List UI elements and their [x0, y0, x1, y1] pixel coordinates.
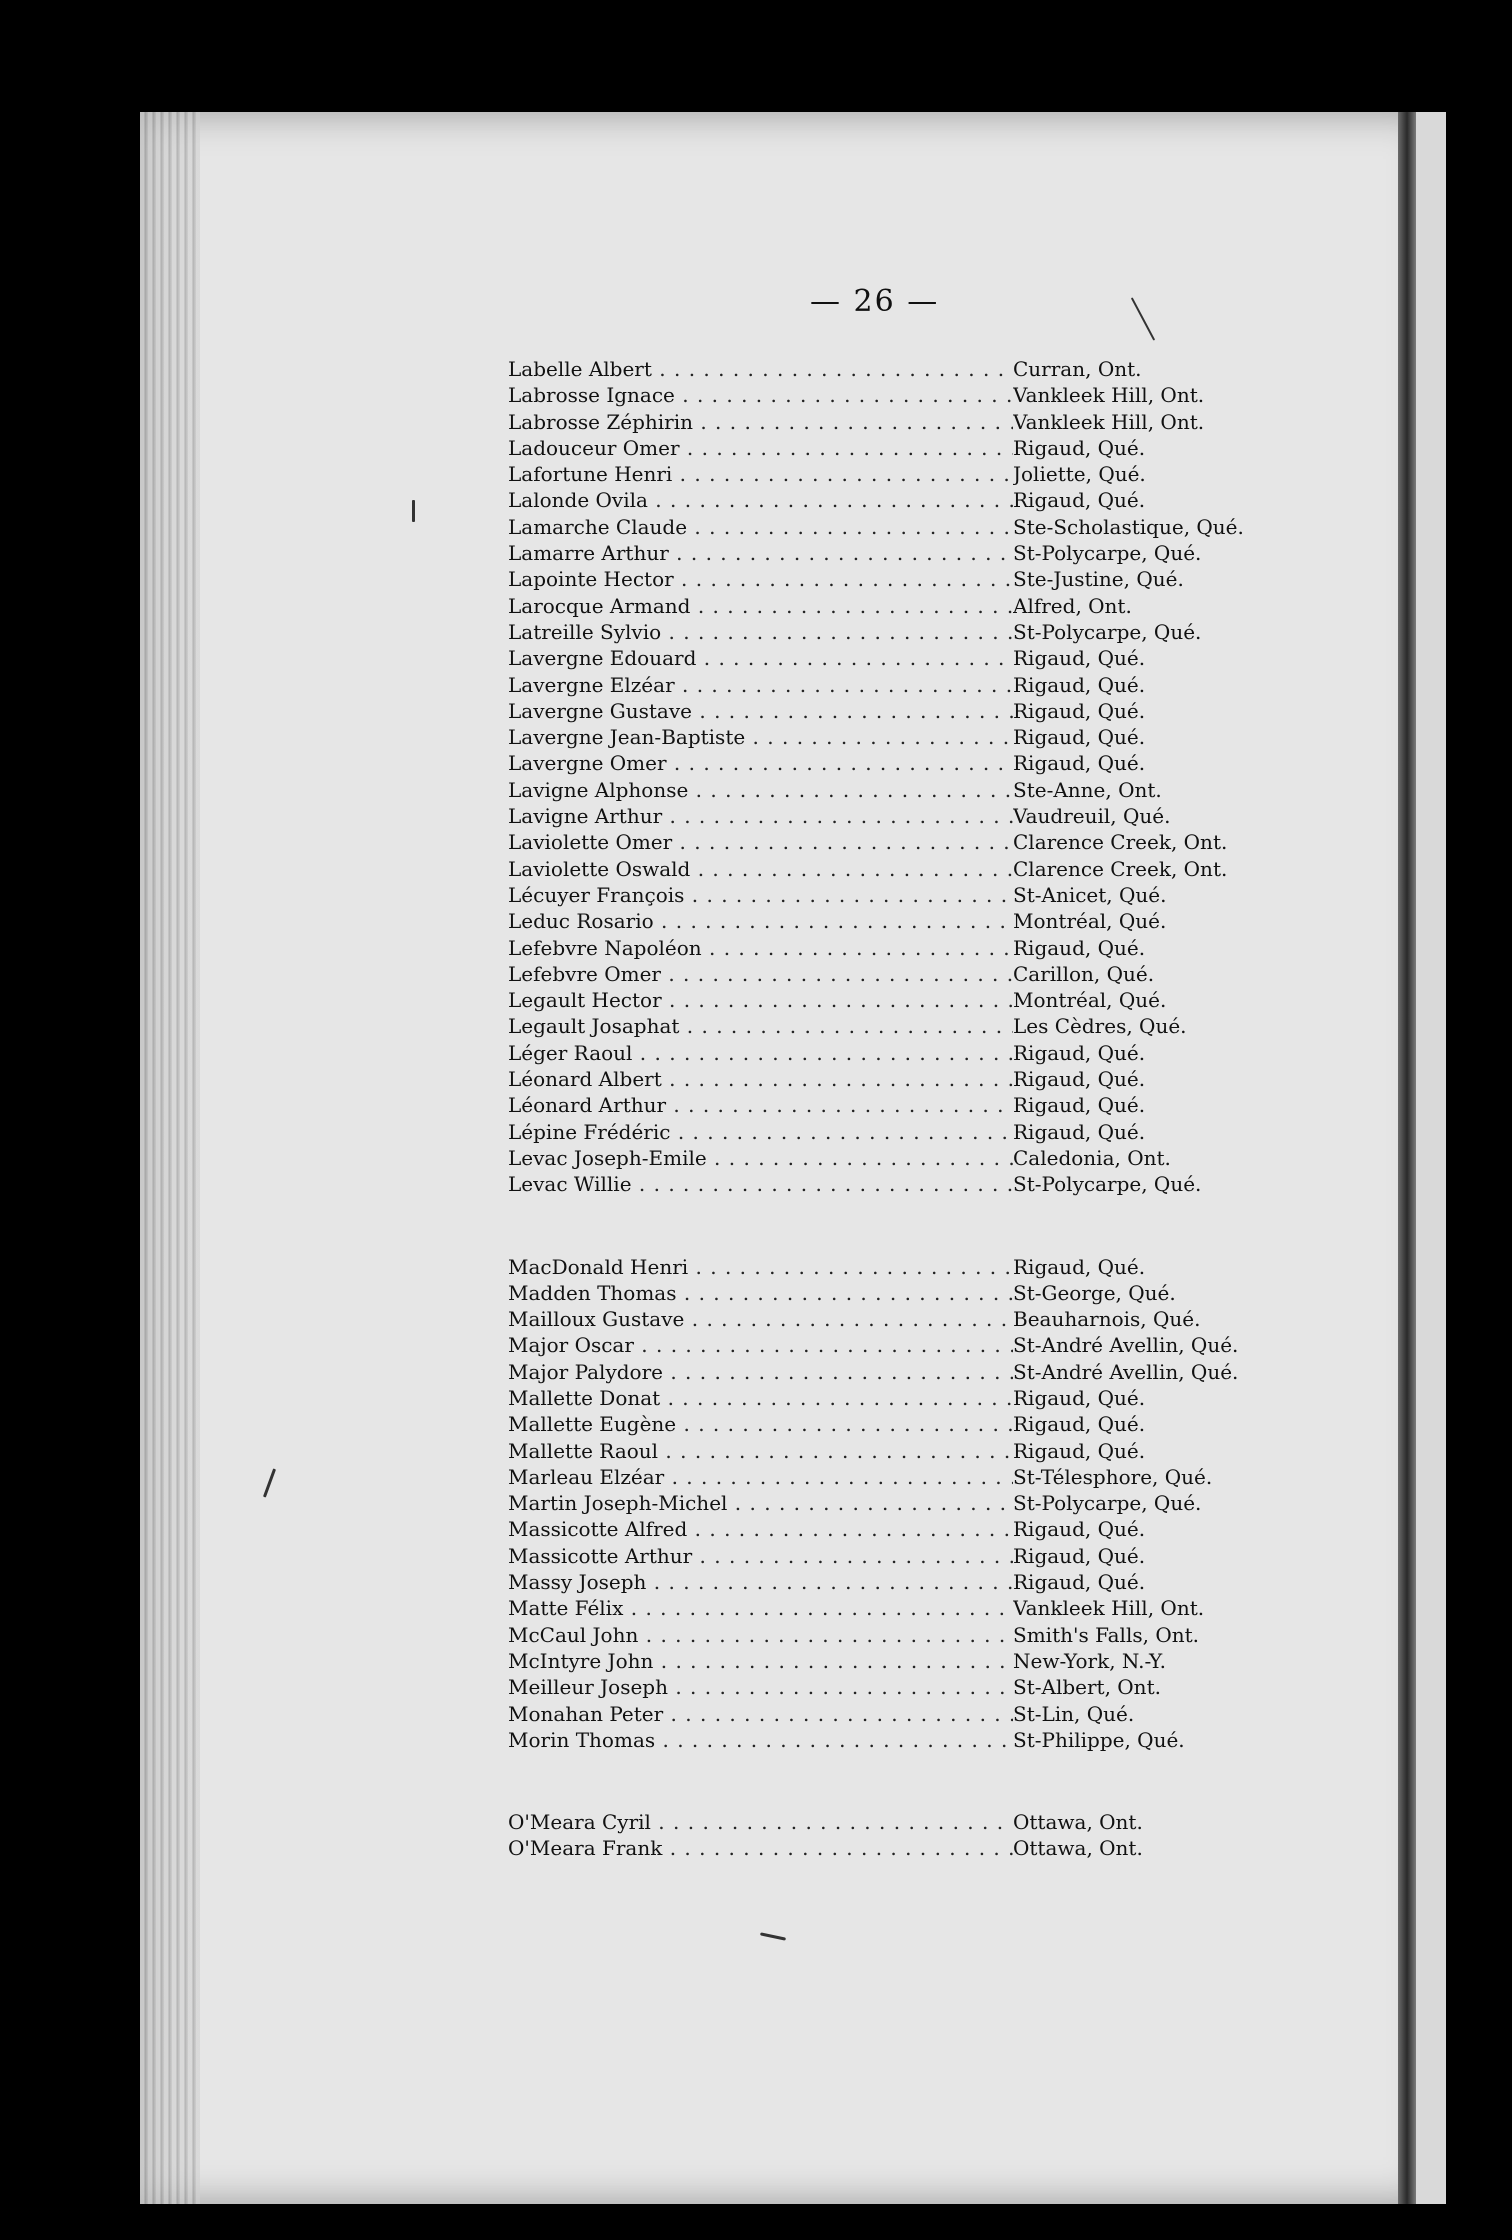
person-place: Clarence Creek, Ont.: [1013, 856, 1228, 881]
list-item: [508, 1119, 1258, 1145]
person-name: Lavergne Elzéar . . .: [508, 672, 1013, 698]
person-name: Lapointe Hector . . .: [508, 566, 1013, 592]
person-place: St-André Avellin, Qué.: [1013, 1333, 1239, 1358]
person-place: Rigaud, Qué.: [1013, 435, 1146, 460]
ink-mark: [412, 500, 415, 522]
person-name: Legault Hector . . .: [508, 987, 1013, 1013]
list-item: [508, 1464, 1258, 1490]
person-place: Rigaud, Qué.: [1013, 1385, 1146, 1410]
person-name: Massicotte Alfred . . .: [508, 1516, 1013, 1542]
person-place: Vankleek Hill, Ont.: [1013, 409, 1205, 434]
person-name: Latreille Sylvio . . .: [508, 619, 1013, 645]
list-item: [508, 461, 1258, 487]
list-item: [508, 1280, 1258, 1306]
list-item: [508, 382, 1258, 408]
list-item: [508, 987, 1258, 1013]
list-item: [508, 935, 1258, 961]
list-item: [508, 777, 1258, 803]
person-place: Carillon, Qué.: [1013, 961, 1155, 986]
person-name: Lécuyer François . . .: [508, 882, 1013, 908]
list-item: [508, 1306, 1258, 1332]
person-name: Lavergne Omer . . .: [508, 750, 1013, 776]
person-name: McCaul John . . .: [508, 1622, 1013, 1648]
list-item: [508, 1438, 1258, 1464]
person-name: Léonard Arthur . . .: [508, 1092, 1013, 1118]
person-place: Rigaud, Qué.: [1013, 672, 1146, 697]
person-name: Monahan Peter . . .: [508, 1701, 1013, 1727]
person-place: Rigaud, Qué.: [1013, 1543, 1146, 1568]
person-name: Léger Raoul . . .: [508, 1040, 1013, 1066]
listing-section: [508, 1809, 1258, 1862]
list-item: [508, 1254, 1258, 1280]
person-place: St-Polycarpe, Qué.: [1013, 619, 1202, 644]
person-place: St-Polycarpe, Qué.: [1013, 1172, 1202, 1197]
person-place: Montréal, Qué.: [1013, 988, 1167, 1013]
person-place: St-Anicet, Qué.: [1013, 882, 1167, 907]
person-place: Vaudreuil, Qué.: [1013, 804, 1171, 829]
person-place: Ste-Justine, Qué.: [1013, 567, 1184, 592]
list-item: [508, 1490, 1258, 1516]
list-item: [508, 1385, 1258, 1411]
person-name: Lavigne Arthur . . .: [508, 803, 1013, 829]
book-binding: [1398, 112, 1416, 2204]
list-item: [508, 1701, 1258, 1727]
person-name: Lafortune Henri . . .: [508, 461, 1013, 487]
person-place: St-Polycarpe, Qué.: [1013, 1491, 1202, 1516]
person-name: Lavergne Edouard . . .: [508, 645, 1013, 671]
person-name: Massicotte Arthur . . .: [508, 1543, 1013, 1569]
person-name: Laviolette Oswald . . .: [508, 856, 1013, 882]
person-place: Rigaud, Qué.: [1013, 1570, 1146, 1595]
list-item: [508, 1516, 1258, 1542]
person-place: Curran, Ont.: [1013, 357, 1142, 381]
person-place: Vankleek Hill, Ont.: [1013, 1596, 1205, 1621]
person-name: Martin Joseph-Michel . . .: [508, 1490, 1013, 1516]
person-place: Rigaud, Qué.: [1013, 1040, 1146, 1065]
person-place: New-York, N.-Y.: [1013, 1648, 1167, 1673]
list-item: [508, 724, 1258, 750]
person-name: Labelle Albert . . .: [508, 356, 1013, 382]
person-place: Beauharnois, Qué.: [1013, 1307, 1201, 1332]
list-item: [508, 961, 1258, 987]
person-name: Larocque Armand . . .: [508, 593, 1013, 619]
list-item: [508, 856, 1258, 882]
list-item: [508, 1145, 1258, 1171]
person-name: O'Meara Cyril . . .: [508, 1809, 1013, 1835]
person-name: Mallette Donat . . .: [508, 1385, 1013, 1411]
list-item: [508, 1835, 1258, 1861]
person-place: Joliette, Qué.: [1013, 462, 1146, 487]
person-name: Meilleur Joseph . . .: [508, 1674, 1013, 1700]
person-place: Vankleek Hill, Ont.: [1013, 383, 1205, 408]
list-item: [508, 672, 1258, 698]
person-place: Rigaud, Qué.: [1013, 1412, 1146, 1437]
listing-section: [508, 1254, 1258, 1754]
person-name: Lefebvre Napoléon . . .: [508, 935, 1013, 961]
person-place: Rigaud, Qué.: [1013, 488, 1146, 513]
list-item: [508, 698, 1258, 724]
page-number: — 26 —: [810, 284, 940, 319]
person-place: Ottawa, Ont.: [1013, 1810, 1143, 1835]
person-place: Rigaud, Qué.: [1013, 935, 1146, 960]
list-item: [508, 1066, 1258, 1092]
list-item: [508, 882, 1258, 908]
list-item: [508, 435, 1258, 461]
person-name: Ladouceur Omer . . .: [508, 435, 1013, 461]
person-name: Lavigne Alphonse . . .: [508, 777, 1013, 803]
list-item: [508, 1171, 1258, 1197]
list-item: [508, 1622, 1258, 1648]
person-name: Lamarche Claude . . .: [508, 514, 1013, 540]
list-item: [508, 593, 1258, 619]
facing-page-edge: [1416, 112, 1446, 2204]
page-edge-stack: [140, 112, 200, 2204]
list-item: [508, 1809, 1258, 1835]
person-name: Lalonde Ovila . . .: [508, 487, 1013, 513]
person-name: Labrosse Zéphirin . . .: [508, 409, 1013, 435]
list-item: [508, 540, 1258, 566]
person-name: Lamarre Arthur . . .: [508, 540, 1013, 566]
person-place: Rigaud, Qué.: [1013, 698, 1146, 723]
person-place: Ottawa, Ont.: [1013, 1836, 1143, 1861]
list-item: [508, 356, 1258, 382]
person-name: Laviolette Omer . . .: [508, 829, 1013, 855]
person-name: Major Palydore . . .: [508, 1359, 1013, 1385]
person-name: Madden Thomas . . .: [508, 1280, 1013, 1306]
person-place: Montréal, Qué.: [1013, 909, 1167, 934]
person-name: Lépine Frédéric . . .: [508, 1119, 1013, 1145]
list-item: [508, 908, 1258, 934]
list-item: [508, 1569, 1258, 1595]
list-item: [508, 514, 1258, 540]
person-name: O'Meara Frank . . .: [508, 1835, 1013, 1861]
person-name: Lavergne Gustave . . .: [508, 698, 1013, 724]
person-place: Rigaud, Qué.: [1013, 751, 1146, 776]
list-item: [508, 1543, 1258, 1569]
person-place: Rigaud, Qué.: [1013, 1254, 1146, 1279]
person-name: Matte Félix . . .: [508, 1595, 1013, 1621]
list-item: [508, 1411, 1258, 1437]
person-place: Rigaud, Qué.: [1013, 1517, 1146, 1542]
name-listing: [508, 356, 1258, 1862]
list-item: [508, 645, 1258, 671]
person-place: St-Lin, Qué.: [1013, 1701, 1135, 1726]
person-name: Legault Josaphat . . .: [508, 1013, 1013, 1039]
person-place: St-Albert, Ont.: [1013, 1675, 1161, 1700]
list-item: [508, 1595, 1258, 1621]
person-name: MacDonald Henri . . .: [508, 1254, 1013, 1280]
list-item: [508, 619, 1258, 645]
person-name: Marleau Elzéar . . .: [508, 1464, 1013, 1490]
person-name: Mallette Raoul . . .: [508, 1438, 1013, 1464]
person-place: Les Cèdres, Qué.: [1013, 1014, 1187, 1039]
person-place: Smith's Falls, Ont.: [1013, 1622, 1199, 1647]
person-place: St-Polycarpe, Qué.: [1013, 541, 1202, 566]
person-place: Rigaud, Qué.: [1013, 1093, 1146, 1118]
list-item: [508, 1359, 1258, 1385]
person-place: St-André Avellin, Qué.: [1013, 1359, 1239, 1384]
person-name: Major Oscar . . .: [508, 1332, 1013, 1358]
person-place: Ste-Scholastique, Qué.: [1013, 514, 1244, 539]
person-place: Rigaud, Qué.: [1013, 1119, 1146, 1144]
person-name: Lavergne Jean-Baptiste . . .: [508, 724, 1013, 750]
list-item: [508, 1040, 1258, 1066]
person-name: Levac Willie . . .: [508, 1171, 1013, 1197]
person-name: Levac Joseph-Emile . . .: [508, 1145, 1013, 1171]
person-place: St-Télesphore, Qué.: [1013, 1464, 1213, 1489]
person-place: Clarence Creek, Ont.: [1013, 830, 1228, 855]
person-name: Léonard Albert . . .: [508, 1066, 1013, 1092]
person-name: Lefebvre Omer . . .: [508, 961, 1013, 987]
person-place: Ste-Anne, Ont.: [1013, 777, 1162, 802]
list-item: [508, 1674, 1258, 1700]
list-item: [508, 487, 1258, 513]
person-name: Mallette Eugène . . .: [508, 1411, 1013, 1437]
list-item: [508, 1013, 1258, 1039]
list-item: [508, 1332, 1258, 1358]
person-name: Mailloux Gustave . . .: [508, 1306, 1013, 1332]
list-item: [508, 1648, 1258, 1674]
person-place: Rigaud, Qué.: [1013, 725, 1146, 750]
person-name: Morin Thomas . . .: [508, 1727, 1013, 1753]
list-item: [508, 829, 1258, 855]
person-place: Rigaud, Qué.: [1013, 1067, 1146, 1092]
list-item: [508, 409, 1258, 435]
list-item: [508, 1092, 1258, 1118]
person-name: Labrosse Ignace . . .: [508, 382, 1013, 408]
person-place: Rigaud, Qué.: [1013, 646, 1146, 671]
list-item: [508, 750, 1258, 776]
person-name: Massy Joseph . . .: [508, 1569, 1013, 1595]
person-place: Alfred, Ont.: [1013, 593, 1132, 618]
person-name: McIntyre John . . .: [508, 1648, 1013, 1674]
person-place: Rigaud, Qué.: [1013, 1438, 1146, 1463]
person-place: Caledonia, Ont.: [1013, 1145, 1171, 1170]
list-item: [508, 803, 1258, 829]
list-item: [508, 1727, 1258, 1753]
person-place: St-Philippe, Qué.: [1013, 1727, 1185, 1752]
list-item: [508, 566, 1258, 592]
person-place: St-George, Qué.: [1013, 1280, 1176, 1305]
listing-section: [508, 356, 1258, 1198]
person-name: Leduc Rosario . . .: [508, 908, 1013, 934]
